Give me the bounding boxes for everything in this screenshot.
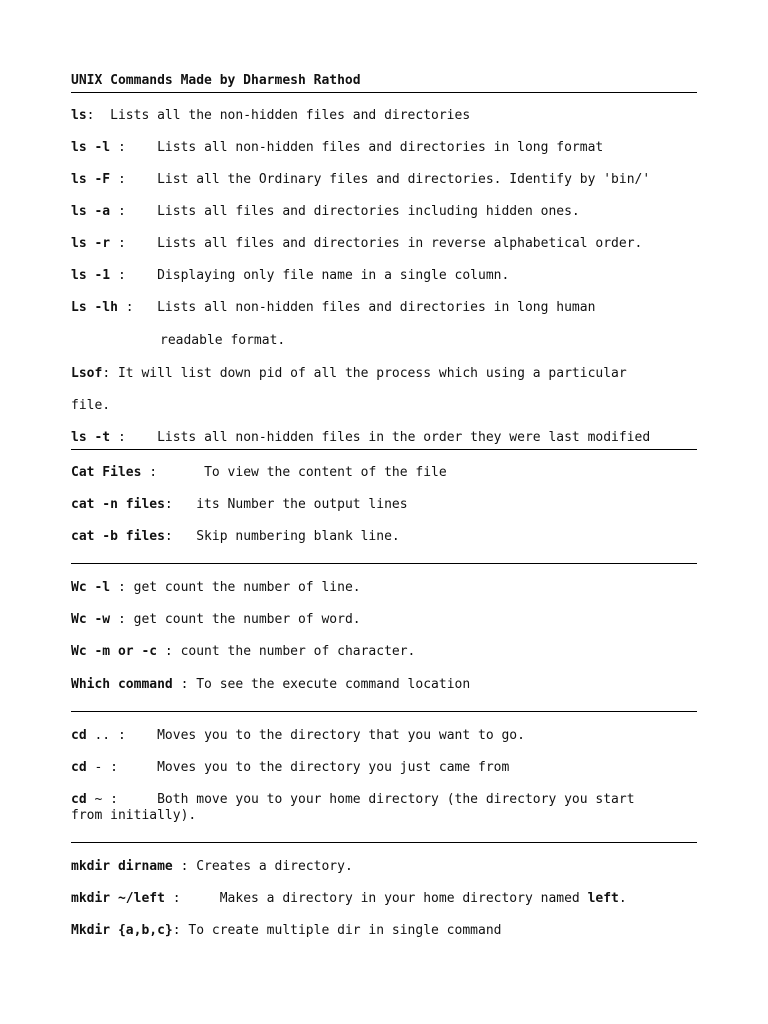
command-entry-wc-w <box>71 612 361 628</box>
command-name: cd <box>71 728 87 743</box>
command-entry-cat-n <box>71 497 408 513</box>
punctuation: . <box>618 891 627 906</box>
command-name: cd <box>71 760 87 775</box>
separator: - : <box>86 760 158 775</box>
separator: : <box>110 204 158 219</box>
separator: : <box>172 923 189 938</box>
command-entry-ls <box>71 108 470 124</box>
command-name: ls -1 <box>71 268 111 283</box>
command-description: its Number the output lines <box>196 497 408 512</box>
command-description: Moves you to the directory that you want to go. <box>157 728 525 743</box>
separator: : <box>164 497 197 512</box>
divider <box>71 842 697 843</box>
command-entry-mkdir <box>71 859 353 875</box>
command-name: Mkdir {a,b,c} <box>71 923 173 938</box>
command-name: ls -r <box>71 236 111 251</box>
command-entry-ls-r <box>71 236 642 252</box>
command-name: cat -n files <box>71 497 165 512</box>
command-name: mkdir dirname <box>71 859 173 874</box>
command-name: ls -F <box>71 172 111 187</box>
command-description-continued: file. <box>71 398 111 413</box>
command-name: ls <box>71 108 87 123</box>
command-description: Skip numbering blank line. <box>196 529 400 544</box>
command-description: Displaying only file name in a single column. <box>157 268 510 283</box>
command-name: cat -b files <box>71 529 165 544</box>
command-name: ls -a <box>71 204 111 219</box>
document-title: UNIX Commands Made by Dharmesh Rathod <box>71 73 361 88</box>
command-name: Wc -m or -c <box>71 644 158 659</box>
separator: : <box>110 236 158 251</box>
command-entry-cd-up <box>71 728 525 744</box>
separator: : <box>172 677 197 692</box>
separator: : <box>172 859 197 874</box>
command-description: Moves you to the directory you just came from <box>157 760 510 775</box>
separator: : <box>117 300 158 315</box>
command-description: Lists all non-hidden files and directories in long human <box>157 300 596 315</box>
command-description: Creates a directory. <box>196 859 353 874</box>
command-entry-cd-back <box>71 760 509 776</box>
command-name: ls -l <box>71 140 111 155</box>
separator: : <box>102 366 118 381</box>
command-name: cd <box>71 792 87 807</box>
command-description: To view the content of the file <box>204 465 447 480</box>
command-description: count the number of character. <box>180 644 416 659</box>
command-entry-cat-files <box>71 465 447 481</box>
command-name: Wc -l <box>71 580 111 595</box>
command-entry-wc-m <box>71 644 415 660</box>
command-entry-mkdir-multi <box>71 923 501 939</box>
command-name: mkdir ~/left <box>71 891 165 906</box>
command-description: Lists all the non-hidden files and directories <box>110 108 471 123</box>
command-description: It will list down pid of all the process which using a particular <box>117 366 627 381</box>
divider <box>71 711 697 712</box>
command-entry-which <box>71 677 470 693</box>
command-entry-ls-a <box>71 204 580 220</box>
command-description: Lists all files and directories in reverse alphabetical order. <box>157 236 643 251</box>
separator: : <box>110 172 158 187</box>
separator: ~ : <box>86 792 158 807</box>
command-name: Wc -w <box>71 612 111 627</box>
divider <box>71 92 697 93</box>
command-entry-ls-lh <box>71 300 595 316</box>
command-description: Makes a directory in your home directory named <box>219 891 588 906</box>
command-name: Lsof <box>71 366 103 381</box>
command-name: Which command <box>71 677 173 692</box>
command-name: Ls -lh <box>71 300 118 315</box>
command-entry-ls-1 <box>71 268 509 284</box>
separator: : <box>164 529 197 544</box>
command-name: ls -t <box>71 430 111 445</box>
command-entry-wc-l <box>71 580 361 596</box>
command-entry-ls-F <box>71 172 650 188</box>
command-description: To create multiple dir in single command <box>188 923 502 938</box>
separator: : <box>110 430 158 445</box>
separator: : <box>157 644 181 659</box>
separator: : <box>86 108 111 123</box>
command-description: get count the number of word. <box>133 612 361 627</box>
separator: : <box>110 612 134 627</box>
command-description: Both move you to your home directory (the directory you start <box>157 792 635 807</box>
command-description: Lists all non-hidden files in the order they were last modified <box>157 430 651 445</box>
emphasized-word: left <box>587 891 619 906</box>
command-entry-cd-home <box>71 792 635 808</box>
command-description-continued: from initially). <box>71 808 197 823</box>
command-description: Lists all files and directories including hidden ones. <box>157 204 580 219</box>
separator: : <box>110 268 158 283</box>
separator: : <box>110 580 134 595</box>
command-entry-ls-t <box>71 430 650 446</box>
command-description-continued: readable format. <box>160 333 286 348</box>
command-description: get count the number of line. <box>133 580 361 595</box>
command-name: Cat Files <box>71 465 142 480</box>
separator: : <box>164 891 220 906</box>
command-entry-mkdir-home <box>71 891 627 907</box>
command-entry-lsof <box>71 366 627 382</box>
command-entry-ls-l <box>71 140 603 156</box>
divider <box>71 563 697 564</box>
command-description: List all the Ordinary files and directories. Identify by 'bin/' <box>157 172 651 187</box>
separator: .. : <box>86 728 158 743</box>
divider <box>71 449 697 450</box>
separator: : <box>141 465 205 480</box>
separator: : <box>110 140 158 155</box>
command-description: Lists all non-hidden files and directories in long format <box>157 140 604 155</box>
command-description: To see the execute command location <box>196 677 471 692</box>
command-entry-cat-b <box>71 529 400 545</box>
